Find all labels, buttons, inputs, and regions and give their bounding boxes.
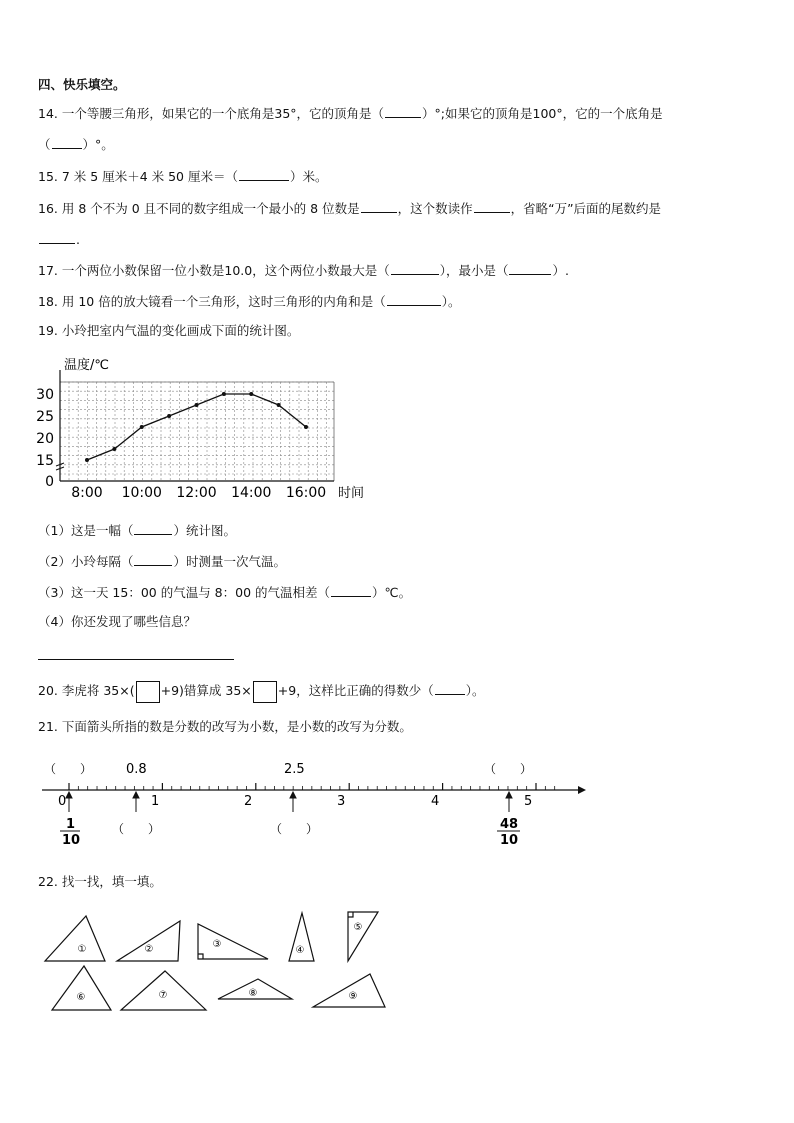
nl-tick-2: 2 [244, 794, 253, 809]
nl-frac2-num: 48 [500, 817, 519, 832]
q19-sub1-a: （1）这是一幅（ [38, 523, 134, 538]
nl-bottom-blank-2: （ ） [270, 822, 319, 836]
q22-number: 22. [38, 874, 58, 889]
nl-top-blank-2: （ ） [484, 762, 533, 776]
question-14 [38, 104, 663, 122]
x-tick-label: 16:00 [285, 485, 327, 501]
section-title: 四、快乐填空。 [38, 77, 126, 92]
chart-grid [60, 382, 334, 481]
data-point [195, 403, 199, 407]
q16-blank-1[interactable] [361, 199, 397, 213]
q20-text-c: +9，这样比正确的得数少（ [277, 683, 434, 698]
q16-text-c: ，省略“万”后面的尾数约是 [510, 201, 662, 216]
question-22 [38, 874, 162, 890]
q16-blank-2[interactable] [474, 199, 510, 213]
q18-number: 18. [38, 294, 58, 309]
question-17 [38, 261, 569, 279]
q19-text: 小玲把室内气温的变化画成下面的统计图。 [61, 323, 300, 338]
nl-tick-1: 1 [151, 794, 160, 809]
question-15 [38, 167, 328, 185]
q20-box-1[interactable] [136, 681, 160, 703]
question-14-cont [38, 135, 114, 153]
q18-text-b: ）。 [441, 294, 461, 309]
chart-y-label: 温度/℃ [64, 358, 109, 373]
q16-text-b: ，这个数读作 [397, 201, 473, 216]
question-16 [38, 199, 661, 217]
q14-number: 14. [38, 106, 58, 121]
q19-blank-2[interactable] [134, 552, 172, 566]
q15-number: 15. [38, 169, 58, 184]
data-point [140, 425, 144, 429]
x-tick-label: 12:00 [176, 485, 217, 501]
data-point [277, 403, 281, 407]
data-point [222, 392, 226, 396]
q20-text-b: +9)错算成 35× [160, 683, 252, 698]
q21-number: 21. [38, 719, 58, 734]
q20-box-2[interactable] [253, 681, 277, 703]
q16-text-d: . [76, 232, 80, 247]
triangle-6 [52, 966, 111, 1010]
q16-text-a: 用 8 个不为 0 且不同的数字组成一个最小的 8 位数是 [61, 201, 360, 216]
nl-frac1-den: 10 [62, 833, 81, 848]
q19-sub2 [38, 552, 286, 570]
triangle-label-1: ① [77, 944, 87, 955]
q14-text-d: ）°。 [82, 137, 114, 152]
question-21 [38, 719, 412, 735]
nl-tick-3: 3 [337, 794, 346, 809]
nl-frac1-num: 1 [66, 817, 76, 832]
y-tick-label: 25 [36, 409, 54, 425]
q18-text-a: 用 10 倍的放大镜看一个三角形，这时三角形的内角和是（ [61, 294, 386, 309]
triangle-label-8: ⑧ [248, 988, 258, 999]
q17-blank-2[interactable] [509, 261, 551, 275]
nl-arrows [66, 792, 512, 812]
nl-top-label-0.8: 0.8 [126, 762, 147, 777]
nl-bottom-blank-1: （ ） [112, 822, 161, 836]
q14-text-c: （ [38, 137, 51, 152]
nl-frac2-den: 10 [500, 833, 519, 848]
triangle-1 [45, 916, 105, 961]
chart-series [85, 392, 308, 462]
question-16-cont [38, 230, 80, 248]
q17-blank-1[interactable] [391, 261, 439, 275]
triangle-label-5: ⑤ [353, 922, 363, 933]
nl-arrowhead [578, 786, 586, 794]
q17-text-c: ）. [552, 263, 569, 278]
triangle-label-7: ⑦ [158, 990, 168, 1001]
question-18 [38, 292, 461, 310]
q15-text-a: 7 米 5 厘米＋4 米 50 厘米＝（ [61, 169, 238, 184]
y-tick-label: 0 [45, 474, 54, 490]
triangle-label-2: ② [144, 944, 154, 955]
nl-top-blank-1: （ ） [44, 762, 93, 776]
q19-sub1-b: ）统计图。 [173, 523, 236, 538]
chart-x-label: 时间 [338, 486, 365, 501]
q14-text-a: 一个等腰三角形，如果它的一个底角是35°，它的顶角是（ [61, 106, 385, 121]
q17-number: 17. [38, 263, 58, 278]
q19-sub3-a: （3）这一天 15：00 的气温与 8：00 的气温相差（ [38, 585, 331, 600]
x-tick-label: 10:00 [121, 485, 162, 501]
triangle-label-4: ④ [295, 945, 305, 956]
triangles-figure [0, 900, 400, 1015]
data-point [112, 447, 116, 451]
nl-ticks [69, 783, 555, 790]
triangle-label-9: ⑨ [348, 991, 358, 1002]
data-point [304, 425, 308, 429]
q16-number: 16. [38, 201, 58, 216]
nl-top-label-2.5: 2.5 [284, 762, 305, 777]
triangle-2 [117, 921, 180, 961]
x-tick-label: 8:00 [71, 485, 103, 501]
q19-sub3 [38, 583, 411, 601]
data-point [249, 392, 253, 396]
triangle-label-3: ③ [212, 939, 222, 950]
number-line [0, 750, 600, 850]
data-point [85, 458, 89, 462]
q19-number: 19. [38, 323, 58, 338]
q18-blank[interactable] [387, 292, 441, 306]
data-point [167, 414, 171, 418]
q14-text-b: ）°;如果它的顶角是100°，它的一个底角是 [422, 106, 663, 121]
q19-sub1 [38, 521, 236, 539]
q20-blank[interactable] [435, 681, 465, 695]
q19-blank-3[interactable] [331, 583, 371, 597]
nl-tick-5: 5 [524, 794, 533, 809]
q17-text-a: 一个两位小数保留一位小数是10.0，这个两位小数最大是（ [61, 263, 390, 278]
q22-text: 找一找，填一填。 [61, 874, 162, 889]
y-tick-label: 15 [36, 453, 54, 469]
q19-sub2-a: （2）小玲每隔（ [38, 554, 134, 569]
q19-sub3-b: ）℃。 [372, 585, 412, 600]
question-19 [38, 323, 299, 339]
q16-blank-3[interactable] [39, 230, 75, 244]
q20-number: 20. [38, 683, 58, 698]
q19-sub2-b: ）时测量一次气温。 [173, 554, 286, 569]
question-20 [38, 680, 484, 703]
chart-axes [56, 370, 334, 481]
temperature-line-chart [0, 340, 400, 510]
q15-text-b: ）米。 [289, 169, 328, 184]
x-tick-label: 14:00 [231, 485, 272, 501]
triangle-3 [198, 924, 268, 959]
nl-tick-0: 0 [58, 794, 67, 809]
q20-text-a: 李虎将 35×( [61, 683, 135, 698]
q19-sub4: （4）你还发现了哪些信息？ [38, 614, 196, 629]
nl-tick-4: 4 [431, 794, 440, 809]
q19-answer-line[interactable] [38, 659, 234, 660]
triangle-5 [348, 912, 378, 961]
q14-blank-1[interactable] [385, 104, 421, 118]
y-tick-label: 30 [36, 387, 54, 403]
q19-blank-1[interactable] [134, 521, 172, 535]
triangle-label-6: ⑥ [76, 992, 86, 1003]
chart-ticks [36, 387, 326, 501]
q21-text: 下面箭头所指的数是分数的改写为小数，是小数的改写为分数。 [61, 719, 412, 734]
y-tick-label: 20 [36, 431, 54, 447]
q17-text-b: ），最小是（ [439, 263, 509, 278]
q15-blank[interactable] [239, 167, 289, 181]
q14-blank-2[interactable] [52, 135, 82, 149]
q20-text-d: ）。 [465, 683, 485, 698]
